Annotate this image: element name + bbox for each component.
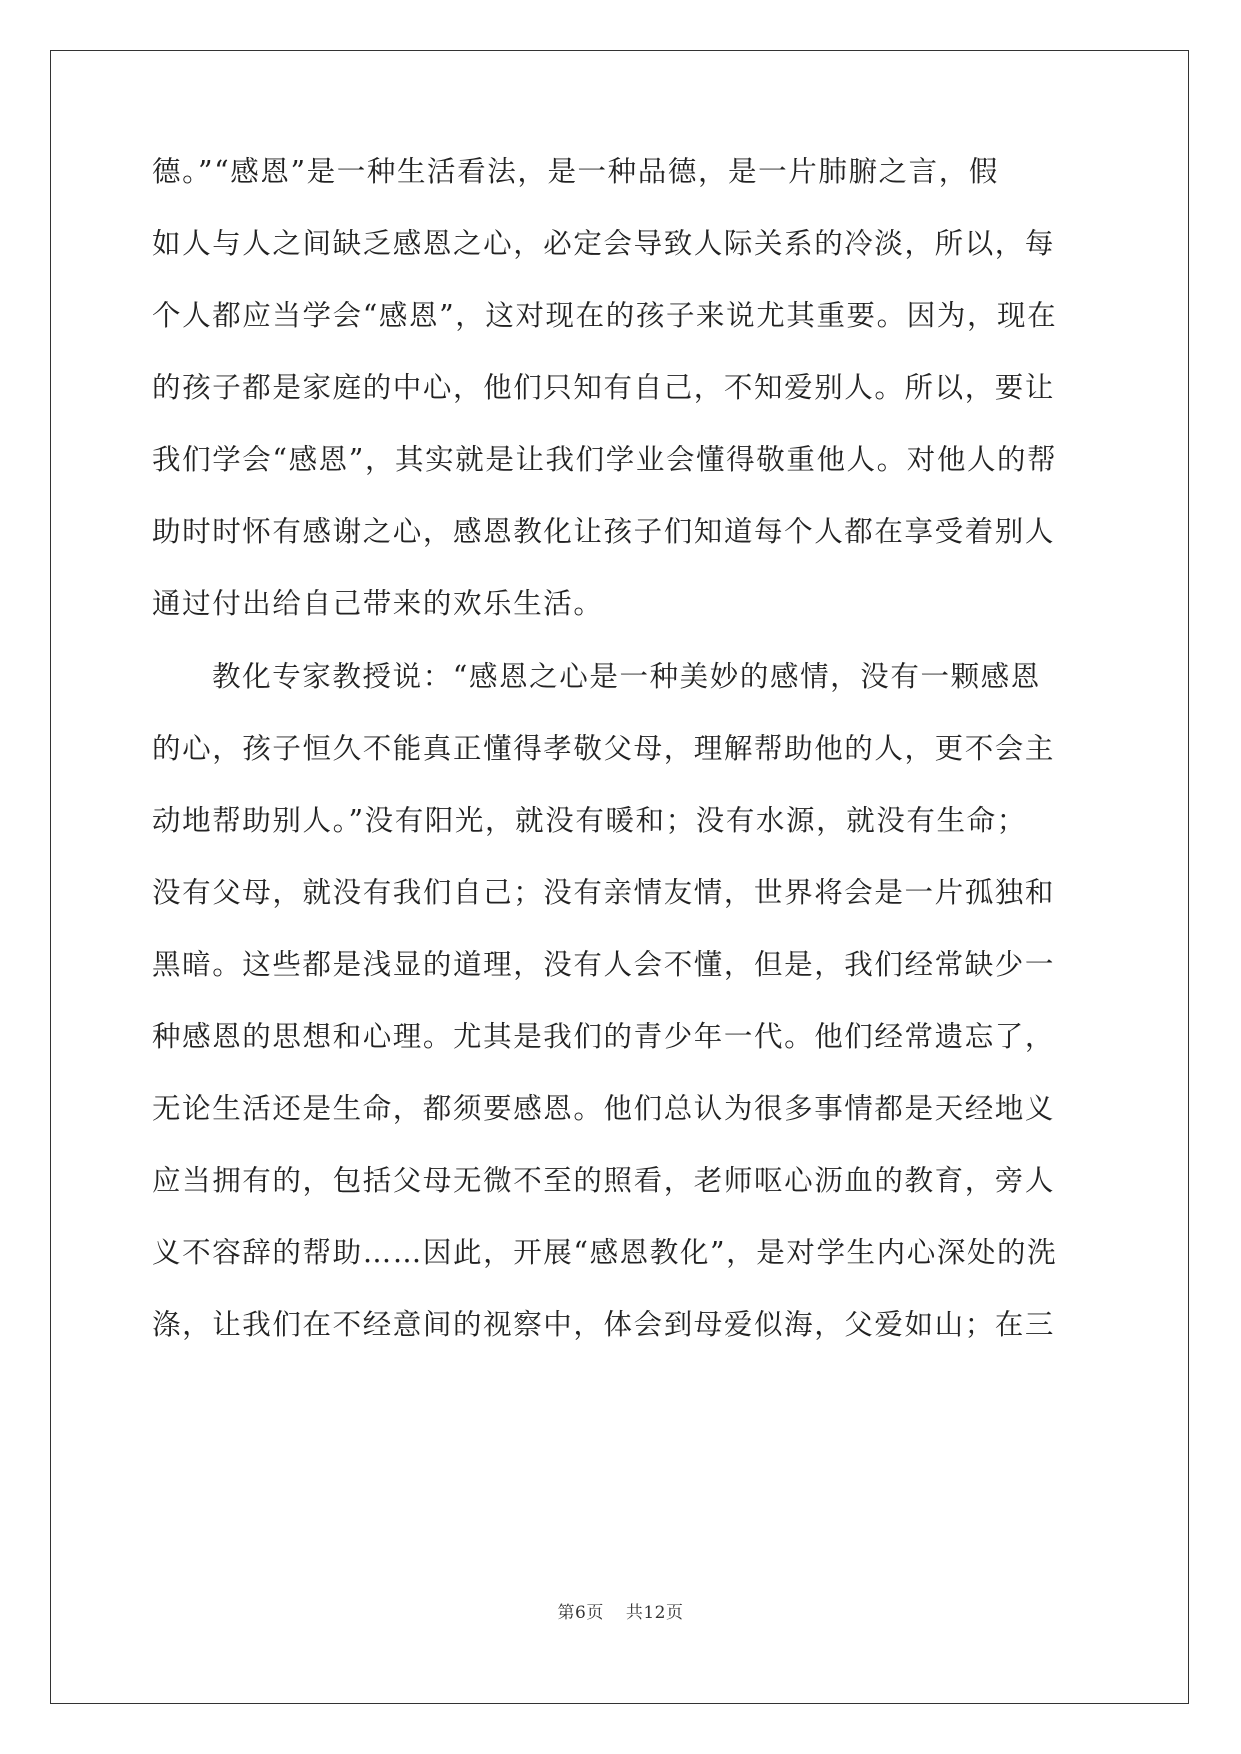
text-line: 没有父母，就没有我们自己；没有亲情友情，世界将会是一片孤独和	[152, 876, 1056, 909]
text-line: 种感恩的思想和心理。尤其是我们的青少年一代。他们经常遗忘了，	[152, 1020, 1056, 1053]
text-line: 义不容辞的帮助……因此，开展“感恩教化”，是对学生内心深处的洗	[152, 1236, 1058, 1269]
total-pages: 共12页	[625, 1603, 684, 1623]
text-line: 无论生活还是生命，都须要感恩。他们总认为很多事情都是天经地义	[152, 1092, 1056, 1125]
text-line: 如人与人之间缺乏感恩之心，必定会导致人际关系的冷淡，所以，每	[152, 227, 1056, 260]
text-line: 的心，孩子恒久不能真正懂得孝敬父母，理解帮助他的人，更不会主	[152, 732, 1056, 765]
text-line: 动地帮助别人。”没有阳光，就没有暖和；没有水源，就没有生命；	[152, 804, 1027, 837]
page-footer	[0, 1598, 1241, 1623]
page-number: 第6页	[557, 1603, 604, 1623]
text-line: 通过付出给自己带来的欢乐生活。	[152, 587, 604, 620]
text-line: 助时时怀有感谢之心，感恩教化让孩子们知道每个人都在享受着别人	[152, 515, 1056, 548]
text-line: 黑暗。这些都是浅显的道理，没有人会不懂，但是，我们经常缺少一	[152, 948, 1056, 981]
paragraph-start-line: 教化专家教授说：“感恩之心是一种美妙的感情，没有一颗感恩	[212, 660, 1041, 693]
text-line: 德。”“感恩”是一种生活看法，是一种品德，是一片肺腑之言，假	[152, 155, 999, 188]
text-line: 应当拥有的，包括父母无微不至的照看，老师呕心沥血的教育，旁人	[152, 1164, 1056, 1197]
text-line: 个人都应当学会“感恩”，这对现在的孩子来说尤其重要。因为，现在	[152, 299, 1058, 332]
text-line: 涤，让我们在不经意间的视察中，体会到母爱似海，父爱如山；在三	[152, 1308, 1056, 1341]
text-line: 的孩子都是家庭的中心，他们只知有自己，不知爱别人。所以，要让	[152, 371, 1056, 404]
text-line: 我们学会“感恩”，其实就是让我们学业会懂得敬重他人。对他人的帮	[152, 443, 1058, 476]
